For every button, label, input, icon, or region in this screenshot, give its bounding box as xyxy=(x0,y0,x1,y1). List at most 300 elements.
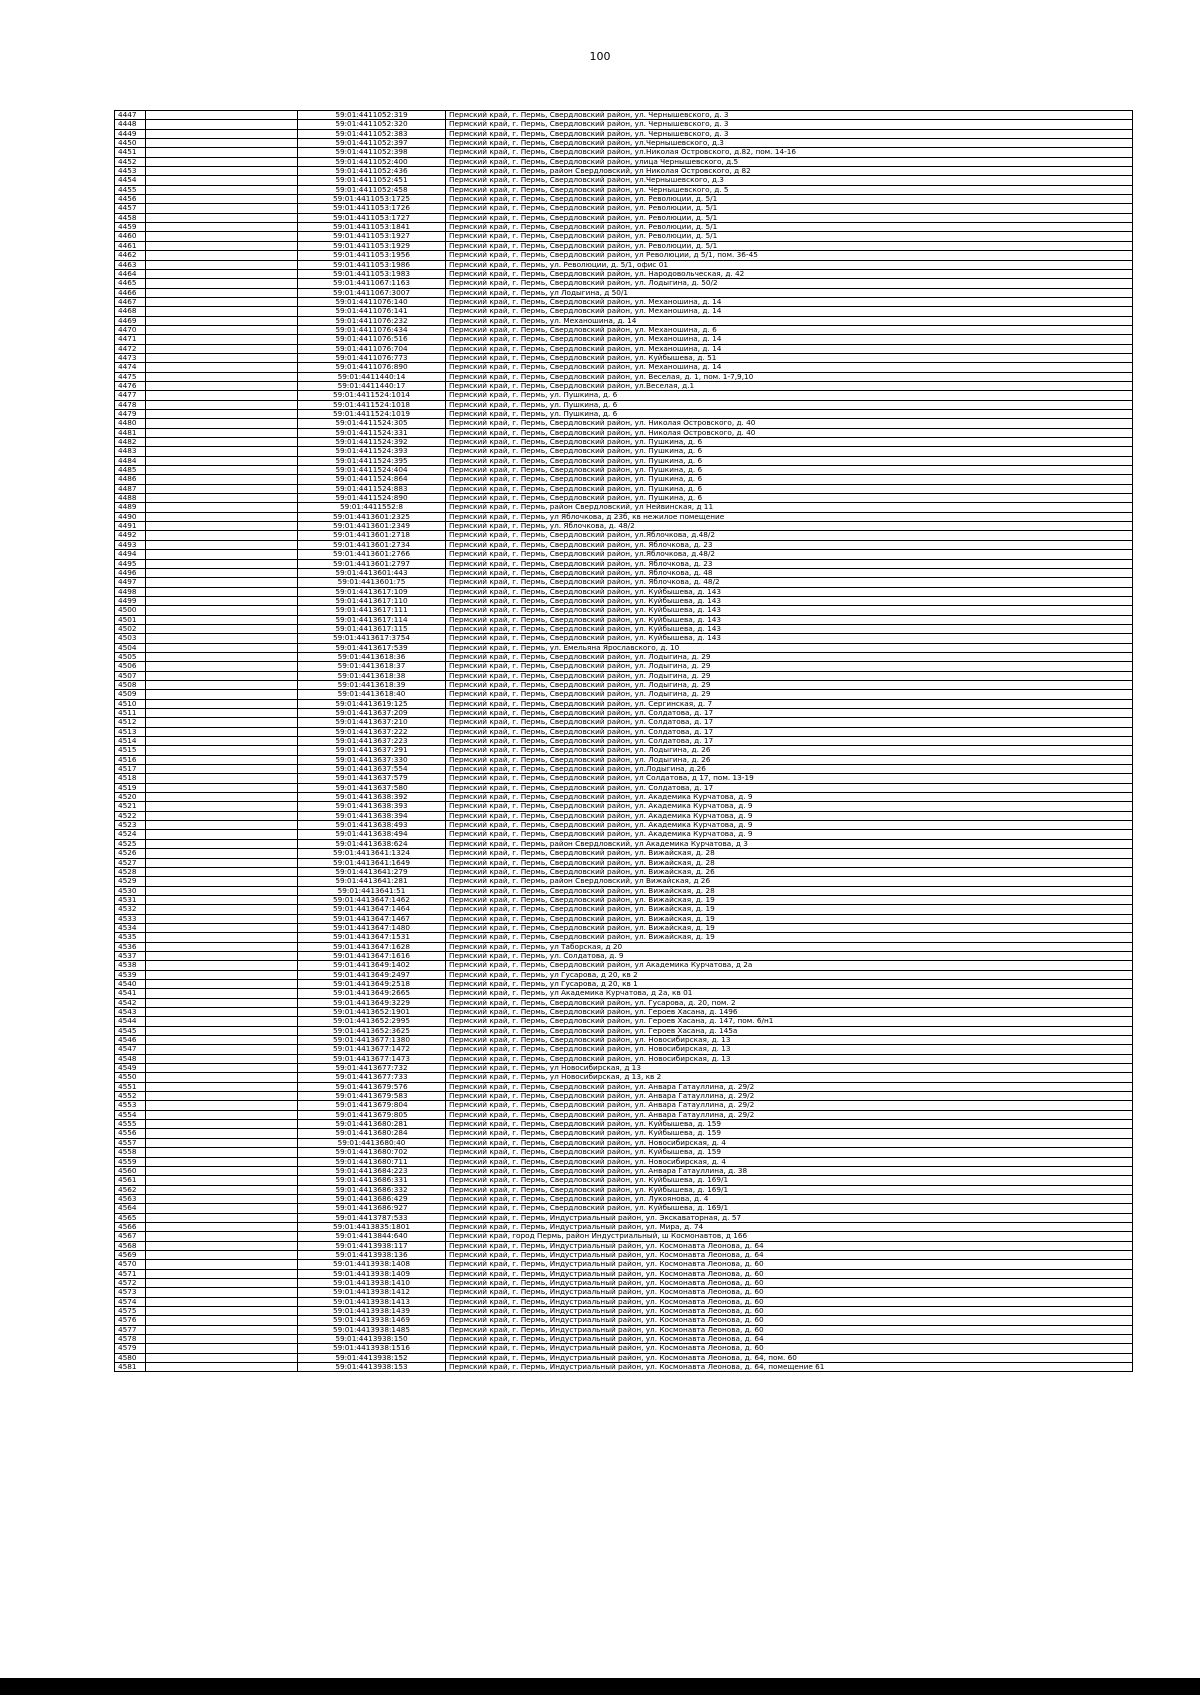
cadastral-number-cell: 59:01:4413686:332 xyxy=(298,1185,446,1194)
table-row xyxy=(115,1176,1133,1185)
blank-cell xyxy=(146,624,298,633)
address-cell: Пермский край, г. Пермь, Свердловский район, ул. Пушкина, д. 6 xyxy=(446,484,1133,493)
blank-cell xyxy=(146,606,298,615)
row-number-cell: 4482 xyxy=(115,438,146,447)
row-number-cell: 4472 xyxy=(115,344,146,353)
table-row xyxy=(115,438,1133,447)
blank-cell xyxy=(146,1307,298,1316)
blank-cell xyxy=(146,933,298,942)
cadastral-number-cell: 59:01:4413647:1464 xyxy=(298,905,446,914)
blank-cell xyxy=(146,522,298,531)
cadastral-number-cell: 59:01:4413601:2325 xyxy=(298,512,446,521)
table-row xyxy=(115,606,1133,615)
row-number-cell: 4559 xyxy=(115,1157,146,1166)
table-row xyxy=(115,1213,1133,1222)
row-number-cell: 4493 xyxy=(115,540,146,549)
table-row xyxy=(115,1278,1133,1287)
blank-cell xyxy=(146,1260,298,1269)
blank-cell xyxy=(146,531,298,540)
cadastral-number-cell: 59:01:4413618:38 xyxy=(298,671,446,680)
address-cell: Пермский край, г. Пермь, ул. Емельяна Ярославского, д. 10 xyxy=(446,643,1133,652)
address-cell: Пермский край, г. Пермь, Свердловский район, ул. Механошина, д. 6 xyxy=(446,325,1133,334)
row-number-cell: 4539 xyxy=(115,970,146,979)
address-cell: Пермский край, г. Пермь, Свердловский район, ул. Чернышевского, д. 3 xyxy=(446,129,1133,138)
row-number-cell: 4465 xyxy=(115,279,146,288)
row-number-cell: 4494 xyxy=(115,550,146,559)
blank-cell xyxy=(146,335,298,344)
row-number-cell: 4477 xyxy=(115,391,146,400)
table-row xyxy=(115,550,1133,559)
row-number-cell: 4461 xyxy=(115,241,146,250)
blank-cell xyxy=(146,727,298,736)
table-row xyxy=(115,559,1133,568)
cadastral-number-cell: 59:01:4413641:281 xyxy=(298,877,446,886)
row-number-cell: 4505 xyxy=(115,652,146,661)
cadastral-number-cell: 59:01:4411524:305 xyxy=(298,419,446,428)
cadastral-number-cell: 59:01:4413938:1439 xyxy=(298,1307,446,1316)
address-cell: Пермский край, г. Пермь, Индустриальный район, ул. Космонавта Леонова, д. 60 xyxy=(446,1316,1133,1325)
row-number-cell: 4467 xyxy=(115,297,146,306)
blank-cell xyxy=(146,503,298,512)
blank-cell xyxy=(146,157,298,166)
row-number-cell: 4558 xyxy=(115,1148,146,1157)
blank-cell xyxy=(146,1222,298,1231)
table-row xyxy=(115,1166,1133,1175)
address-cell: Пермский край, г. Пермь, ул Яблочкова, д 23б, кв нежилое помещение xyxy=(446,512,1133,521)
blank-cell xyxy=(146,886,298,895)
row-number-cell: 4579 xyxy=(115,1344,146,1353)
blank-cell xyxy=(146,232,298,241)
address-cell: Пермский край, г. Пермь, Свердловский район, ул Революции, д 5/1, пом. 36-45 xyxy=(446,251,1133,260)
blank-cell xyxy=(146,494,298,503)
cadastral-number-cell: 59:01:4411052:319 xyxy=(298,111,446,120)
address-cell: Пермский край, г. Пермь, Индустриальный район, ул. Космонавта Леонова, д. 64 xyxy=(446,1250,1133,1259)
blank-cell xyxy=(146,699,298,708)
table-row xyxy=(115,269,1133,278)
row-number-cell: 4498 xyxy=(115,587,146,596)
address-cell: Пермский край, г. Пермь, ул Таборская, д 20 xyxy=(446,942,1133,951)
address-cell: Пермский край, г. Пермь, Свердловский район, ул. Революции, д. 5/1 xyxy=(446,213,1133,222)
address-cell: Пермский край, г. Пермь, Свердловский район, ул. Революции, д. 5/1 xyxy=(446,223,1133,232)
cadastral-number-cell: 59:01:4413938:1413 xyxy=(298,1297,446,1306)
address-cell: Пермский край, г. Пермь, Свердловский район, ул. Лодыгина, д. 29 xyxy=(446,662,1133,671)
address-cell: Пермский край, г. Пермь, район Свердловский, ул Вижайская, д 26 xyxy=(446,877,1133,886)
table-row xyxy=(115,979,1133,988)
cadastral-number-cell: 59:01:4413844:640 xyxy=(298,1232,446,1241)
address-cell: Пермский край, г. Пермь, Свердловский район, ул. Пушкина, д. 6 xyxy=(446,466,1133,475)
cadastral-number-cell: 59:01:4413637:580 xyxy=(298,783,446,792)
cadastral-number-cell: 59:01:4411524:392 xyxy=(298,438,446,447)
table-row xyxy=(115,522,1133,531)
row-number-cell: 4449 xyxy=(115,129,146,138)
blank-cell xyxy=(146,195,298,204)
blank-cell xyxy=(146,1008,298,1017)
row-number-cell: 4523 xyxy=(115,821,146,830)
table-row xyxy=(115,353,1133,362)
cadastral-number-cell: 59:01:4411053:1986 xyxy=(298,260,446,269)
cadastral-number-cell: 59:01:4413641:279 xyxy=(298,867,446,876)
cadastral-number-cell: 59:01:4411076:232 xyxy=(298,316,446,325)
cadastral-number-cell: 59:01:4413637:223 xyxy=(298,737,446,746)
table-row xyxy=(115,288,1133,297)
row-number-cell: 4447 xyxy=(115,111,146,120)
address-cell: Пермский край, г. Пермь, Свердловский район, ул. Солдатова, д. 17 xyxy=(446,709,1133,718)
address-cell: Пермский край, г. Пермь, Свердловский район, ул. Гусарова, д. 20, пом. 2 xyxy=(446,998,1133,1007)
cadastral-number-cell: 59:01:4413686:429 xyxy=(298,1194,446,1203)
address-cell: Пермский край, г. Пермь, Свердловский район, ул. Куйбышева, д. 143 xyxy=(446,596,1133,605)
row-number-cell: 4515 xyxy=(115,746,146,755)
cadastral-number-cell: 59:01:4413619:125 xyxy=(298,699,446,708)
cadastral-number-cell: 59:01:4411053:1956 xyxy=(298,251,446,260)
address-cell: Пермский край, г. Пермь, Свердловский район, ул. Академика Курчатова, д. 9 xyxy=(446,811,1133,820)
table-row xyxy=(115,1260,1133,1269)
address-cell: Пермский край, г. Пермь, Свердловский район, ул. Вижайская, д. 19 xyxy=(446,895,1133,904)
address-cell: Пермский край, г. Пермь, Свердловский район, ул. Куйбышева, д. 51 xyxy=(446,353,1133,362)
table-row xyxy=(115,718,1133,727)
address-cell: Пермский край, г. Пермь, ул Лодыгина, д 50/1 xyxy=(446,288,1133,297)
row-number-cell: 4525 xyxy=(115,839,146,848)
table-row xyxy=(115,849,1133,858)
address-cell: Пермский край, г. Пермь, Свердловский район, ул. Лодыгина, д. 50/2 xyxy=(446,279,1133,288)
cadastral-number-cell: 59:01:4413618:39 xyxy=(298,680,446,689)
row-number-cell: 4484 xyxy=(115,456,146,465)
row-number-cell: 4550 xyxy=(115,1073,146,1082)
address-cell: Пермский край, г. Пермь, Свердловский район, ул. Механошина, д. 14 xyxy=(446,297,1133,306)
blank-cell xyxy=(146,867,298,876)
cadastral-number-cell: 59:01:4413647:1467 xyxy=(298,914,446,923)
address-cell: Пермский край, г. Пермь, район Свердловский, ул Нейвинская, д 11 xyxy=(446,503,1133,512)
blank-cell xyxy=(146,1185,298,1194)
row-number-cell: 4526 xyxy=(115,849,146,858)
cadastral-number-cell: 59:01:4413938:1408 xyxy=(298,1260,446,1269)
table-row xyxy=(115,456,1133,465)
cadastral-number-cell: 59:01:4413649:2497 xyxy=(298,970,446,979)
address-cell: Пермский край, г. Пермь, ул Новосибирская, д 13 xyxy=(446,1064,1133,1073)
blank-cell xyxy=(146,765,298,774)
property-table xyxy=(114,110,1133,1372)
table-row xyxy=(115,1269,1133,1278)
row-number-cell: 4547 xyxy=(115,1045,146,1054)
blank-cell xyxy=(146,1045,298,1054)
blank-cell xyxy=(146,410,298,419)
table-row xyxy=(115,129,1133,138)
blank-cell xyxy=(146,680,298,689)
table-row xyxy=(115,232,1133,241)
row-number-cell: 4490 xyxy=(115,512,146,521)
table-row xyxy=(115,223,1133,232)
cadastral-number-cell: 59:01:4413617:114 xyxy=(298,615,446,624)
row-number-cell: 4483 xyxy=(115,447,146,456)
table-row xyxy=(115,185,1133,194)
table-row xyxy=(115,951,1133,960)
table-row xyxy=(115,381,1133,390)
blank-cell xyxy=(146,484,298,493)
row-number-cell: 4516 xyxy=(115,755,146,764)
blank-cell xyxy=(146,858,298,867)
row-number-cell: 4474 xyxy=(115,363,146,372)
table-row xyxy=(115,737,1133,746)
cadastral-number-cell: 59:01:4411524:1014 xyxy=(298,391,446,400)
cadastral-number-cell: 59:01:4413617:111 xyxy=(298,606,446,615)
blank-cell xyxy=(146,839,298,848)
blank-cell xyxy=(146,223,298,232)
address-cell: Пермский край, г. Пермь, Свердловский район, ул. Героев Хасана, д. 147, пом. 6/н1 xyxy=(446,1017,1133,1026)
row-number-cell: 4536 xyxy=(115,942,146,951)
blank-cell xyxy=(146,391,298,400)
table-row xyxy=(115,830,1133,839)
row-number-cell: 4463 xyxy=(115,260,146,269)
cadastral-number-cell: 59:01:4413679:804 xyxy=(298,1101,446,1110)
table-row xyxy=(115,709,1133,718)
row-number-cell: 4509 xyxy=(115,690,146,699)
table-row xyxy=(115,998,1133,1007)
cadastral-number-cell: 59:01:4411053:1725 xyxy=(298,195,446,204)
row-number-cell: 4546 xyxy=(115,1036,146,1045)
table-row xyxy=(115,727,1133,736)
row-number-cell: 4519 xyxy=(115,783,146,792)
scan-border xyxy=(0,1678,1200,1695)
address-cell: Пермский край, г. Пермь, Свердловский район, ул.Лодыгина, д.26 xyxy=(446,765,1133,774)
blank-cell xyxy=(146,129,298,138)
address-cell: Пермский край, г. Пермь, Свердловский район, ул. Вижайская, д. 28 xyxy=(446,849,1133,858)
row-number-cell: 4531 xyxy=(115,895,146,904)
cadastral-number-cell: 59:01:4413679:576 xyxy=(298,1082,446,1091)
table-row xyxy=(115,1325,1133,1334)
address-cell: Пермский край, г. Пермь, Свердловский район, ул.Яблочкова, д.48/2 xyxy=(446,550,1133,559)
cadastral-number-cell: 59:01:4413618:37 xyxy=(298,662,446,671)
table-row xyxy=(115,886,1133,895)
cadastral-number-cell: 59:01:4411524:404 xyxy=(298,466,446,475)
address-cell: Пермский край, г. Пермь, Свердловский район, ул. Механошина, д. 14 xyxy=(446,363,1133,372)
blank-cell xyxy=(146,905,298,914)
cadastral-number-cell: 59:01:4413652:2995 xyxy=(298,1017,446,1026)
cadastral-number-cell: 59:01:4413647:1531 xyxy=(298,933,446,942)
row-number-cell: 4563 xyxy=(115,1194,146,1203)
cadastral-number-cell: 59:01:4413677:733 xyxy=(298,1073,446,1082)
blank-cell xyxy=(146,148,298,157)
row-number-cell: 4517 xyxy=(115,765,146,774)
address-cell: Пермский край, г. Пермь, Свердловский район, ул. Революции, д. 5/1 xyxy=(446,232,1133,241)
cadastral-number-cell: 59:01:4413677:1380 xyxy=(298,1036,446,1045)
table-row xyxy=(115,428,1133,437)
address-cell: Пермский край, г. Пермь, Свердловский район, ул. Академика Курчатова, д. 9 xyxy=(446,821,1133,830)
address-cell: Пермский край, г. Пермь, Свердловский район, ул. Яблочкова, д. 48/2 xyxy=(446,578,1133,587)
table-row xyxy=(115,1344,1133,1353)
address-cell: Пермский край, г. Пермь, Свердловский район, ул Солдатова, д 17, пом. 13-19 xyxy=(446,774,1133,783)
blank-cell xyxy=(146,353,298,362)
cadastral-number-cell: 59:01:4413680:702 xyxy=(298,1148,446,1157)
blank-cell xyxy=(146,1157,298,1166)
cadastral-number-cell: 59:01:4413677:1472 xyxy=(298,1045,446,1054)
table-row xyxy=(115,372,1133,381)
cadastral-number-cell: 59:01:4411440:17 xyxy=(298,381,446,390)
row-number-cell: 4527 xyxy=(115,858,146,867)
blank-cell xyxy=(146,718,298,727)
table-row xyxy=(115,690,1133,699)
row-number-cell: 4551 xyxy=(115,1082,146,1091)
row-number-cell: 4507 xyxy=(115,671,146,680)
address-cell: Пермский край, г. Пермь, Свердловский район, ул. Новосибирская, д. 13 xyxy=(446,1054,1133,1063)
row-number-cell: 4469 xyxy=(115,316,146,325)
cadastral-number-cell: 59:01:4413641:51 xyxy=(298,886,446,895)
table-row xyxy=(115,867,1133,876)
row-number-cell: 4476 xyxy=(115,381,146,390)
row-number-cell: 4492 xyxy=(115,531,146,540)
table-row xyxy=(115,578,1133,587)
cadastral-number-cell: 59:01:4413601:2797 xyxy=(298,559,446,568)
row-number-cell: 4468 xyxy=(115,307,146,316)
table-row xyxy=(115,914,1133,923)
address-cell: Пермский край, г. Пермь, ул Гусарова, д 20, кв 2 xyxy=(446,970,1133,979)
address-cell: Пермский край, г. Пермь, Свердловский район, ул. Новосибирская, д. 13 xyxy=(446,1036,1133,1045)
table-row xyxy=(115,484,1133,493)
address-cell: Пермский край, г. Пермь, Свердловский район, ул. Вижайская, д. 26 xyxy=(446,867,1133,876)
address-cell: Пермский край, г. Пермь, район Свердловский, ул Академика Курчатова, д 3 xyxy=(446,839,1133,848)
table-row xyxy=(115,391,1133,400)
cadastral-number-cell: 59:01:4413938:117 xyxy=(298,1241,446,1250)
blank-cell xyxy=(146,139,298,148)
row-number-cell: 4529 xyxy=(115,877,146,886)
row-number-cell: 4462 xyxy=(115,251,146,260)
blank-cell xyxy=(146,755,298,764)
address-cell: Пермский край, г. Пермь, Свердловский район, ул. Куйбышева, д. 143 xyxy=(446,624,1133,633)
blank-cell xyxy=(146,914,298,923)
blank-cell xyxy=(146,895,298,904)
cadastral-number-cell: 59:01:4411076:704 xyxy=(298,344,446,353)
blank-cell xyxy=(146,1092,298,1101)
blank-cell xyxy=(146,381,298,390)
cadastral-number-cell: 59:01:4413680:40 xyxy=(298,1138,446,1147)
address-cell: Пермский край, г. Пермь, Свердловский район, ул. Академика Курчатова, д. 9 xyxy=(446,793,1133,802)
address-cell: Пермский край, г. Пермь, Индустриальный район, ул. Космонавта Леонова, д. 60 xyxy=(446,1278,1133,1287)
cadastral-number-cell: 59:01:4411053:1727 xyxy=(298,213,446,222)
address-cell: Пермский край, г. Пермь, Индустриальный район, ул. Экскаваторная, д. 57 xyxy=(446,1213,1133,1222)
row-number-cell: 4458 xyxy=(115,213,146,222)
blank-cell xyxy=(146,774,298,783)
table-row xyxy=(115,1045,1133,1054)
table-row xyxy=(115,1008,1133,1017)
cadastral-number-cell: 59:01:4413938:1410 xyxy=(298,1278,446,1287)
table-row xyxy=(115,241,1133,250)
address-cell: Пермский край, г. Пермь, Индустриальный район, ул. Космонавта Леонова, д. 60 xyxy=(446,1344,1133,1353)
table-row xyxy=(115,643,1133,652)
blank-cell xyxy=(146,1353,298,1362)
row-number-cell: 4513 xyxy=(115,727,146,736)
row-number-cell: 4485 xyxy=(115,466,146,475)
cadastral-number-cell: 59:01:4413638:624 xyxy=(298,839,446,848)
blank-cell xyxy=(146,363,298,372)
row-number-cell: 4522 xyxy=(115,811,146,820)
table-row xyxy=(115,111,1133,120)
cadastral-number-cell: 59:01:4411076:773 xyxy=(298,353,446,362)
address-cell: Пермский край, г. Пермь, Индустриальный район, ул. Космонавта Леонова, д. 60 xyxy=(446,1307,1133,1316)
cadastral-number-cell: 59:01:4413652:3625 xyxy=(298,1026,446,1035)
blank-cell xyxy=(146,288,298,297)
table-row xyxy=(115,335,1133,344)
blank-cell xyxy=(146,111,298,120)
cadastral-number-cell: 59:01:4413686:331 xyxy=(298,1176,446,1185)
blank-cell xyxy=(146,316,298,325)
blank-cell xyxy=(146,793,298,802)
row-number-cell: 4453 xyxy=(115,167,146,176)
blank-cell xyxy=(146,568,298,577)
address-cell: Пермский край, г. Пермь, Свердловский район, ул. Куйбышева, д. 159 xyxy=(446,1129,1133,1138)
table-row xyxy=(115,325,1133,334)
table-row xyxy=(115,1017,1133,1026)
table-row xyxy=(115,1204,1133,1213)
address-cell: Пермский край, г. Пермь, Свердловский район, ул. Яблочкова, д. 48 xyxy=(446,568,1133,577)
address-cell: Пермский край, г. Пермь, Свердловский район, ул. Пушкина, д. 6 xyxy=(446,475,1133,484)
blank-cell xyxy=(146,1335,298,1344)
cadastral-number-cell: 59:01:4411067:1163 xyxy=(298,279,446,288)
address-cell: Пермский край, г. Пермь, Свердловский район, ул. Героев Хасана, д. 145а xyxy=(446,1026,1133,1035)
address-cell: Пермский край, г. Пермь, Свердловский район, ул. Лодыгина, д. 26 xyxy=(446,755,1133,764)
blank-cell xyxy=(146,372,298,381)
address-cell: Пермский край, г. Пермь, Свердловский район, ул. Пушкина, д. 6 xyxy=(446,456,1133,465)
table-row xyxy=(115,961,1133,970)
table-row xyxy=(115,858,1133,867)
blank-cell xyxy=(146,1204,298,1213)
blank-cell xyxy=(146,979,298,988)
blank-cell xyxy=(146,1101,298,1110)
blank-cell xyxy=(146,1120,298,1129)
cadastral-number-cell: 59:01:4411076:141 xyxy=(298,307,446,316)
row-number-cell: 4521 xyxy=(115,802,146,811)
address-cell: Пермский край, г. Пермь, Свердловский район, ул. Новосибирская, д. 13 xyxy=(446,1045,1133,1054)
blank-cell xyxy=(146,269,298,278)
blank-cell xyxy=(146,1194,298,1203)
blank-cell xyxy=(146,587,298,596)
table-row xyxy=(115,1120,1133,1129)
blank-cell xyxy=(146,737,298,746)
row-number-cell: 4487 xyxy=(115,484,146,493)
blank-cell xyxy=(146,279,298,288)
blank-cell xyxy=(146,709,298,718)
cadastral-number-cell: 59:01:4411052:458 xyxy=(298,185,446,194)
cadastral-number-cell: 59:01:4411053:1841 xyxy=(298,223,446,232)
address-cell: Пермский край, г. Пермь, ул. Механошина, д. 14 xyxy=(446,316,1133,325)
row-number-cell: 4520 xyxy=(115,793,146,802)
cadastral-number-cell: 59:01:4413647:1628 xyxy=(298,942,446,951)
table-row xyxy=(115,1307,1133,1316)
address-cell: Пермский край, г. Пермь, Свердловский район, ул. Веселая, д. 1, пом. 1-7,9,10 xyxy=(446,372,1133,381)
address-cell: Пермский край, г. Пермь, Свердловский район, ул. Новосибирская, д. 4 xyxy=(446,1138,1133,1147)
cadastral-number-cell: 59:01:4411552:8 xyxy=(298,503,446,512)
address-cell: Пермский край, г. Пермь, Свердловский район, ул. Яблочкова, д. 23 xyxy=(446,540,1133,549)
address-cell: Пермский край, г. Пермь, ул. Яблочкова, д. 48/2 xyxy=(446,522,1133,531)
row-number-cell: 4578 xyxy=(115,1335,146,1344)
address-cell: Пермский край, г. Пермь, Свердловский район, ул. Пушкина, д. 6 xyxy=(446,438,1133,447)
row-number-cell: 4506 xyxy=(115,662,146,671)
row-number-cell: 4457 xyxy=(115,204,146,213)
cadastral-number-cell: 59:01:4413638:494 xyxy=(298,830,446,839)
cadastral-number-cell: 59:01:4411067:3007 xyxy=(298,288,446,297)
row-number-cell: 4537 xyxy=(115,951,146,960)
table-row xyxy=(115,344,1133,353)
table-row xyxy=(115,1073,1133,1082)
address-cell: Пермский край, г. Пермь, Свердловский район, ул. Лодыгина, д. 26 xyxy=(446,746,1133,755)
address-cell: Пермский край, г. Пермь, Свердловский район, ул.Чернышевского, д.3 xyxy=(446,176,1133,185)
address-cell: Пермский край, г. Пермь, ул Гусарова, д 20, кв 1 xyxy=(446,979,1133,988)
cadastral-number-cell: 59:01:4413601:443 xyxy=(298,568,446,577)
blank-cell xyxy=(146,204,298,213)
row-number-cell: 4541 xyxy=(115,989,146,998)
blank-cell xyxy=(146,213,298,222)
blank-cell xyxy=(146,811,298,820)
address-cell: Пермский край, г. Пермь, Свердловский район, ул. Солдатова, д. 17 xyxy=(446,727,1133,736)
cadastral-number-cell: 59:01:4413601:2734 xyxy=(298,540,446,549)
address-cell: Пермский край, г. Пермь, Свердловский район, ул. Героев Хасана, д. 1496 xyxy=(446,1008,1133,1017)
